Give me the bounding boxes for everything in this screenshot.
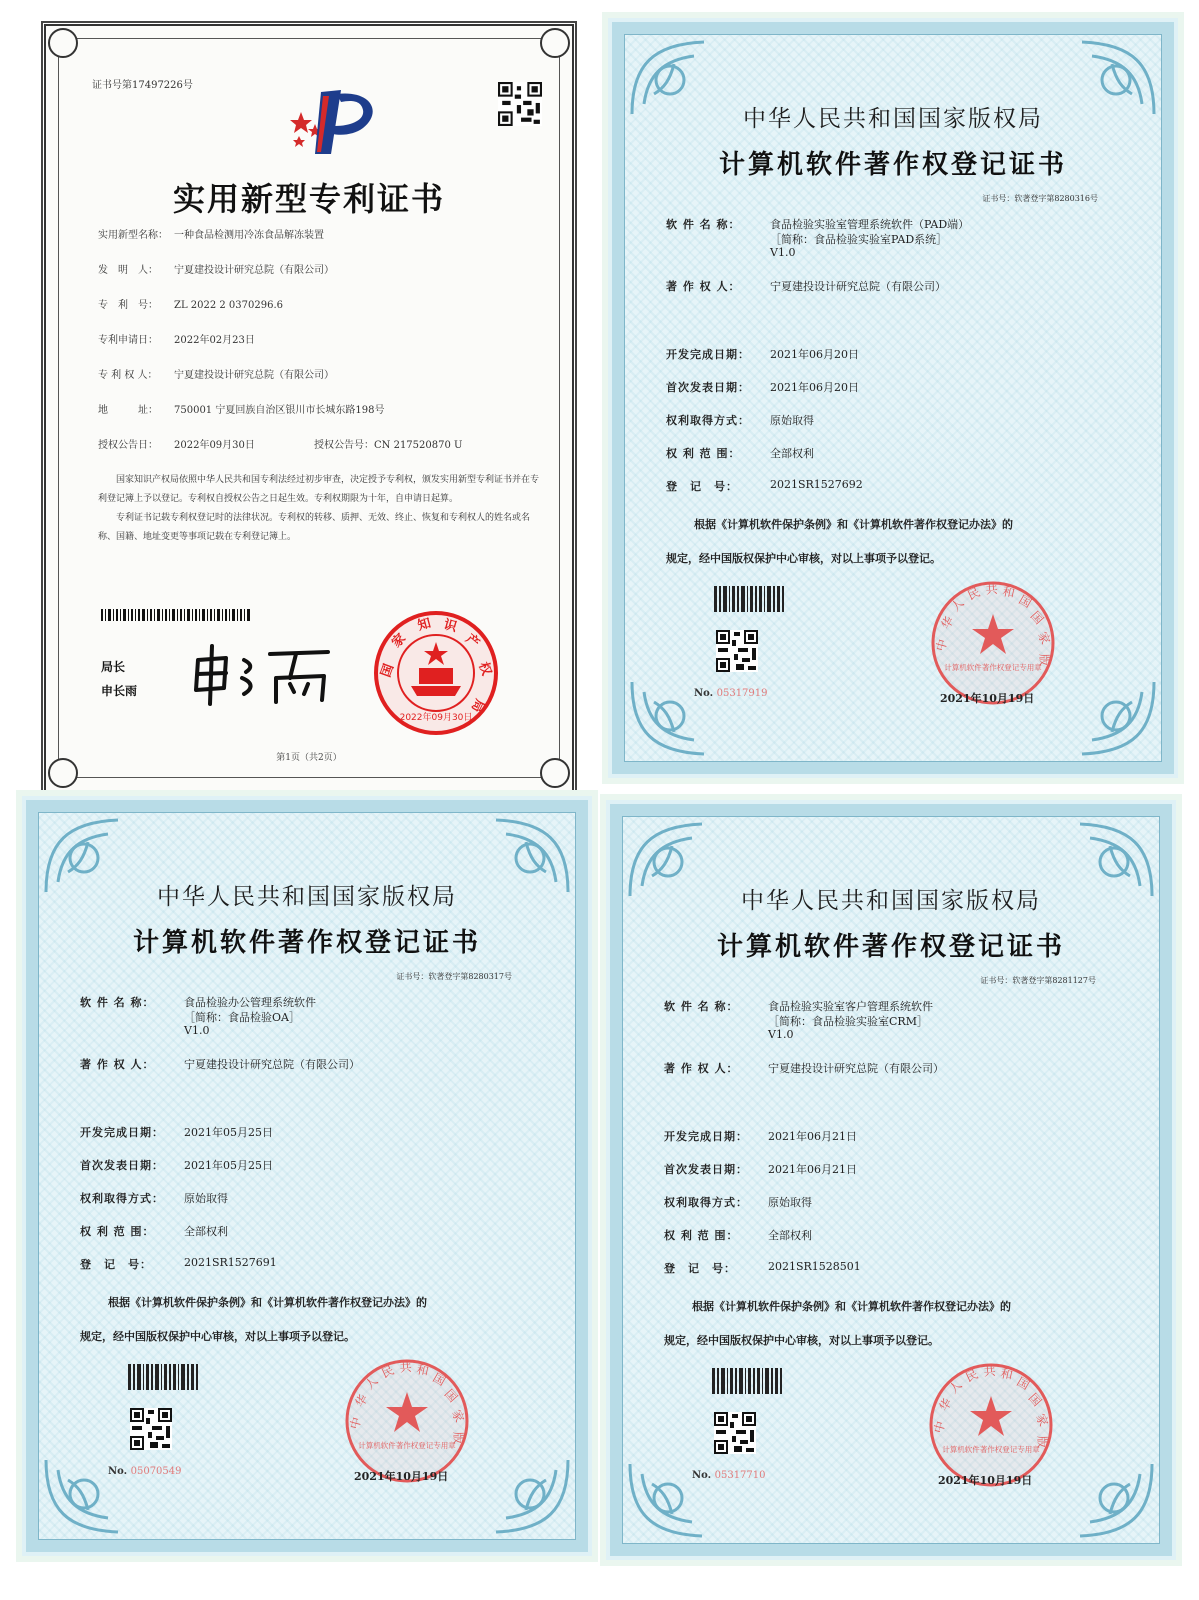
- field-value: ZL 2022 2 0370296.6: [174, 300, 284, 311]
- software-certificate-1: [602, 12, 1184, 784]
- cnipa-logo-icon: [271, 82, 391, 162]
- field-label: 权利取得方式：: [666, 414, 750, 427]
- patent-fields: [98, 226, 542, 547]
- field-value: 2021年06月20日: [770, 381, 859, 394]
- field-label: 开发完成日期：: [664, 1130, 748, 1143]
- field-label: 著 作 权 人：: [80, 1058, 155, 1071]
- serial-label: No.: [692, 1470, 712, 1481]
- svg-text:和: 和: [999, 1366, 1015, 1383]
- software-name: 食品检验实验室管理系统软件（PAD端）: [770, 218, 970, 231]
- field-value: 全部权利: [768, 1229, 812, 1242]
- svg-text:版: 版: [451, 1431, 466, 1445]
- patent-certificate-number: 证书号第17497226号: [92, 80, 193, 91]
- certificate-paragraph: 规定，经中国版权保护中心审核，对以上事项予以登记。: [664, 1334, 939, 1347]
- software-short-name: ［简称：食品检验实验室PAD系统］: [770, 233, 948, 246]
- certificate-paragraph: 根据《计算机软件保护条例》和《计算机软件著作权登记办法》的: [694, 518, 1013, 531]
- corner-ornament-icon: [466, 1450, 576, 1540]
- copyright-seal-icon: [928, 578, 1058, 708]
- svg-text:识: 识: [441, 617, 459, 636]
- certificate-paragraph: 根据《计算机软件保护条例》和《计算机软件著作权登记办法》的: [108, 1296, 427, 1309]
- certificate-title: 计算机软件著作权登记证书: [718, 150, 1067, 180]
- field-label: 软 件 名 称：: [80, 996, 155, 1009]
- field-label: 登 记 号：: [664, 1262, 736, 1275]
- svg-text:家: 家: [389, 631, 410, 651]
- software-version: V1.0: [768, 1028, 794, 1041]
- patent-paragraph: 专利证书记载专利权登记时的法律状况。专利权的转移、质押、无效、终止、恢复和专利权人的姓名或名称、国籍、地址变更等事项记载在专利登记簿上。: [98, 513, 531, 542]
- svg-text:版: 版: [1037, 653, 1052, 667]
- patent-field-row: [98, 401, 542, 436]
- field-value: 2021年06月21日: [768, 1130, 857, 1143]
- software-version: V1.0: [184, 1024, 210, 1037]
- certificate-title: 计算机软件著作权登记证书: [132, 928, 481, 958]
- field-value: 原始取得: [768, 1196, 812, 1209]
- copyright-owner: 宁夏建投设计研究总院（有限公司）: [184, 1058, 360, 1071]
- field-value: 原始取得: [184, 1192, 228, 1205]
- svg-text:产: 产: [462, 631, 483, 652]
- svg-text:民: 民: [965, 584, 983, 603]
- certificate-paragraph: 规定，经中国版权保护中心审核，对以上事项予以登记。: [666, 552, 941, 565]
- software-certificate-3: [600, 794, 1182, 1566]
- field-label: 实用新型名称：: [98, 230, 168, 241]
- serial-value: 05070549: [130, 1466, 182, 1477]
- field-value: 全部权利: [770, 447, 814, 460]
- svg-text:计算机软件著作权登记专用章: 计算机软件著作权登记专用章: [358, 1441, 456, 1450]
- serial-value: 05317919: [716, 688, 768, 699]
- field-label: 著 作 权 人：: [666, 280, 741, 293]
- patent-title: 实用新型专利证书: [172, 180, 445, 218]
- svg-text:民: 民: [963, 1366, 981, 1385]
- svg-text:家: 家: [1033, 1411, 1051, 1429]
- field-value: 2021年06月20日: [770, 348, 859, 361]
- field-label: 权 利 范 围：: [664, 1229, 739, 1242]
- field-label: 地 址：: [98, 405, 158, 416]
- corner-ornament-icon: [1050, 1454, 1160, 1544]
- patent-field-row: [98, 366, 542, 401]
- field-label: 软 件 名 称：: [664, 1000, 739, 1013]
- serial-number: [694, 688, 768, 699]
- corner-ornament-icon: [1052, 672, 1162, 762]
- svg-text:人: 人: [362, 1373, 381, 1393]
- svg-text:家: 家: [449, 1407, 467, 1425]
- corner-ornament-icon: [38, 1450, 148, 1540]
- serial-number: [108, 1466, 182, 1477]
- svg-text:共: 共: [399, 1359, 413, 1375]
- serial-label: No.: [694, 688, 714, 699]
- certificate-paragraph: 根据《计算机软件保护条例》和《计算机软件著作权登记办法》的: [692, 1300, 1011, 1313]
- svg-text:人: 人: [946, 1377, 965, 1397]
- corner-ornament-icon: [624, 672, 734, 762]
- field-label: 首次发表日期：: [666, 381, 750, 394]
- barcode-icon: [128, 1364, 198, 1390]
- copyright-owner: 宁夏建投设计研究总院（有限公司）: [770, 280, 946, 293]
- certificate-number: 证书号：软著登字第8280316号: [982, 194, 1098, 203]
- certificate-number: 证书号：软著登字第8281127号: [980, 976, 1096, 985]
- copyright-seal-icon: [342, 1356, 472, 1486]
- svg-text:共: 共: [983, 1363, 997, 1379]
- issue-date: 2021年10月19日: [354, 1470, 449, 1483]
- field-label: 登 记 号：: [80, 1258, 152, 1271]
- field-label: 登 记 号：: [666, 480, 738, 493]
- grant-number-label: 授权公告号：: [314, 440, 374, 451]
- field-value: 750001 宁夏回族自治区银川市长城东路198号: [174, 405, 385, 416]
- field-label: 权 利 范 围：: [80, 1225, 155, 1238]
- issue-date: 2021年10月19日: [940, 692, 1035, 705]
- field-label: 首次发表日期：: [664, 1163, 748, 1176]
- svg-text:计算机软件著作权登记专用章: 计算机软件著作权登记专用章: [942, 1445, 1040, 1454]
- serial-number: [692, 1470, 766, 1481]
- field-label: 首次发表日期：: [80, 1159, 164, 1172]
- svg-text:计算机软件著作权登记专用章: 计算机软件著作权登记专用章: [944, 663, 1042, 672]
- svg-text:中: 中: [933, 637, 951, 653]
- field-value: 宁夏建投设计研究总院（有限公司）: [174, 265, 334, 276]
- svg-text:民: 民: [379, 1362, 397, 1381]
- svg-text:国: 国: [378, 662, 398, 680]
- patent-field-row: [98, 226, 542, 261]
- svg-text:中: 中: [347, 1415, 365, 1431]
- issuing-authority: 中华人民共和国国家版权局: [743, 106, 1043, 132]
- patent-certificate: [44, 24, 574, 792]
- svg-text:权: 权: [475, 660, 494, 678]
- field-value: 原始取得: [770, 414, 814, 427]
- director-name: 申长雨: [101, 684, 138, 698]
- patent-grant-row: [98, 436, 542, 471]
- svg-text:国: 国: [1016, 592, 1034, 611]
- certificate-title: 计算机软件著作权登记证书: [716, 932, 1065, 962]
- svg-text:局: 局: [467, 696, 487, 715]
- software-certificate-2: [16, 790, 598, 1562]
- corner-ornament-icon: [622, 1454, 732, 1544]
- issuing-authority: 中华人民共和国国家版权局: [157, 884, 457, 910]
- svg-text:华: 华: [938, 614, 957, 632]
- field-value: 2021年05月25日: [184, 1126, 273, 1139]
- svg-text:国: 国: [441, 1386, 461, 1405]
- svg-text:和: 和: [1001, 584, 1017, 601]
- svg-text:共: 共: [985, 581, 999, 597]
- certificate-paragraph: 规定，经中国版权保护中心审核，对以上事项予以登记。: [80, 1330, 355, 1343]
- field-value: 一种食品检测用冷冻食品解冻装置: [174, 230, 324, 241]
- field-value: 2022年02月23日: [174, 335, 255, 346]
- barcode-icon: [101, 609, 251, 621]
- patent-field-row: [98, 261, 542, 296]
- registration-number: 2021SR1527691: [184, 1256, 277, 1269]
- qr-code-icon: [130, 1408, 172, 1450]
- copyright-owner: 宁夏建投设计研究总院（有限公司）: [768, 1062, 944, 1075]
- software-name: 食品检验实验室客户管理系统软件: [768, 1000, 933, 1013]
- serial-label: No.: [108, 1466, 128, 1477]
- svg-text:2022年09月30日: 2022年09月30日: [399, 713, 473, 723]
- svg-text:华: 华: [936, 1396, 955, 1414]
- field-value: 2021年05月25日: [184, 1159, 273, 1172]
- field-value: 宁夏建投设计研究总院（有限公司）: [174, 370, 334, 381]
- svg-text:版: 版: [1035, 1435, 1050, 1449]
- qr-code-icon: [714, 1412, 756, 1454]
- field-label: 权利取得方式：: [664, 1196, 748, 1209]
- grant-date: 2022年09月30日: [174, 440, 255, 451]
- field-value: 全部权利: [184, 1225, 228, 1238]
- svg-text:人: 人: [948, 595, 967, 615]
- field-label: 开发完成日期：: [666, 348, 750, 361]
- corner-ornament: [48, 28, 78, 58]
- field-label: 著 作 权 人：: [664, 1062, 739, 1075]
- field-label: 发 明 人：: [98, 265, 158, 276]
- software-short-name: ［简称：食品检验实验室CRM］: [768, 1015, 928, 1028]
- patent-paragraph: 国家知识产权局依照中华人民共和国专利法经过初步审查，决定授予专利权，颁发实用新型专利证书并在专利登记簿上予以登记。专利权自授权公告之日起生效。专利权期限为十年，自申请日起算。: [98, 475, 540, 504]
- grant-date-label: 授权公告日：: [98, 440, 158, 451]
- page-indicator: 第1页（共2页）: [276, 753, 342, 763]
- qr-code-icon: [498, 82, 542, 126]
- issuing-authority: 中华人民共和国国家版权局: [741, 888, 1041, 914]
- barcode-icon: [712, 1368, 782, 1394]
- field-label: 专 利 权 人：: [98, 370, 158, 381]
- qr-code-icon: [716, 630, 758, 672]
- svg-text:和: 和: [415, 1362, 431, 1379]
- field-label: 权利取得方式：: [80, 1192, 164, 1205]
- field-label: 权 利 范 围：: [666, 447, 741, 460]
- software-version: V1.0: [770, 246, 796, 259]
- field-label: 软 件 名 称：: [666, 218, 741, 231]
- svg-text:国: 国: [1014, 1374, 1032, 1393]
- svg-text:华: 华: [352, 1392, 371, 1410]
- patent-field-row: [98, 331, 542, 366]
- grant-number: CN 217520870 U: [374, 440, 463, 451]
- field-value: 2021年06月21日: [768, 1163, 857, 1176]
- director-title: 局长: [101, 660, 126, 674]
- barcode-icon: [714, 586, 784, 612]
- field-label: 开发完成日期：: [80, 1126, 164, 1139]
- certificate-number: 证书号：软著登字第8280317号: [396, 972, 512, 981]
- copyright-seal-icon: [926, 1360, 1056, 1490]
- svg-text:知: 知: [416, 616, 433, 634]
- svg-text:国: 国: [1025, 1390, 1045, 1409]
- software-name: 食品检验办公管理系统软件: [184, 996, 316, 1009]
- svg-text:中: 中: [931, 1419, 949, 1435]
- software-short-name: ［简称：食品检验OA］: [184, 1011, 300, 1024]
- svg-text:家: 家: [1035, 629, 1053, 647]
- handwritten-signature: [186, 638, 336, 708]
- svg-text:国: 国: [430, 1370, 448, 1389]
- registration-number: 2021SR1528501: [768, 1260, 861, 1273]
- serial-value: 05317710: [714, 1470, 766, 1481]
- cnipa-seal-icon: [371, 608, 501, 738]
- patent-field-row: [98, 296, 542, 331]
- svg-text:国: 国: [1027, 608, 1047, 627]
- field-label: 专利申请日：: [98, 335, 158, 346]
- field-label: 专 利 号：: [98, 300, 158, 311]
- issue-date: 2021年10月19日: [938, 1474, 1033, 1487]
- registration-number: 2021SR1527692: [770, 478, 863, 491]
- corner-ornament: [540, 28, 570, 58]
